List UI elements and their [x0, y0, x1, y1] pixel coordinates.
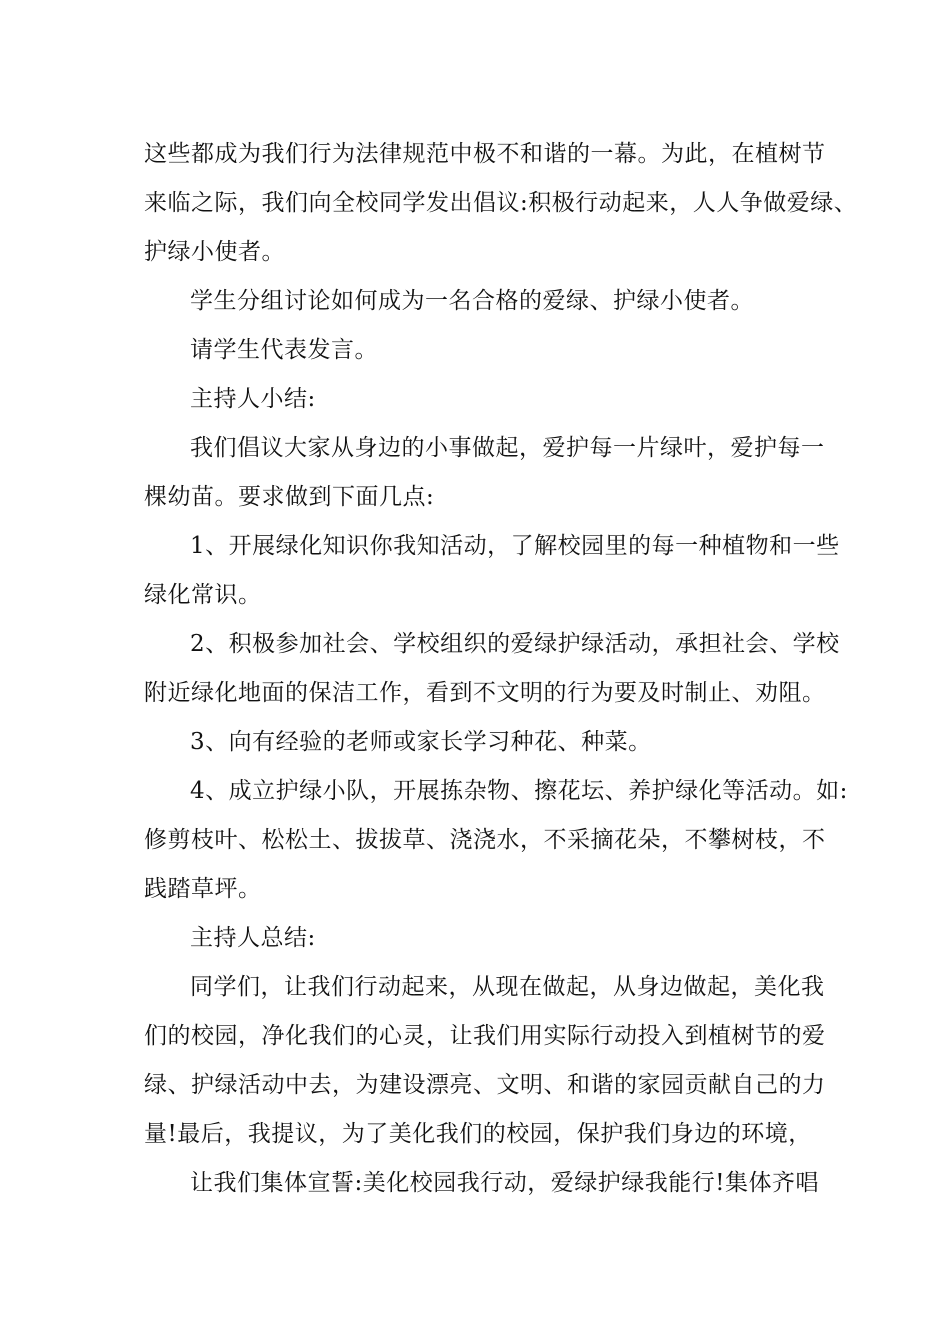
- text-line: 学生分组讨论如何成为一名合格的爱绿、护绿小使者。: [190, 288, 754, 314]
- list-item: 1、开展绿化知识你我知活动，了解校园里的每一种植物和一些: [190, 533, 840, 559]
- text-line: 我们倡议大家从身边的小事做起，爱护每一片绿叶，爱护每一: [190, 435, 825, 461]
- text-line: 修剪枝叶、松松土、拔拔草、浇浇水，不采摘花朵，不攀树枝，不: [144, 827, 826, 853]
- text-line: 棵幼苗。要求做到下面几点:: [144, 484, 435, 510]
- text-line: 这些都成为我们行为法律规范中极不和谐的一幕。为此，在植树节: [144, 141, 826, 167]
- section-heading: 主持人总结:: [190, 925, 316, 951]
- text-line: 绿化常识。: [144, 582, 262, 608]
- text-line: 绿、护绿活动中去，为建设漂亮、文明、和谐的家园贡献自己的力: [144, 1072, 826, 1098]
- text-line: 附近绿化地面的保洁工作，看到不文明的行为要及时制止、劝阻。: [144, 680, 826, 706]
- text-line: 让我们集体宣誓:美化校园我行动，爱绿护绿我能行!集体齐唱: [190, 1170, 819, 1196]
- text-line: 请学生代表发言。: [190, 337, 378, 363]
- section-heading: 主持人小结:: [190, 386, 316, 412]
- list-item: 3、向有经验的老师或家长学习种花、种菜。: [190, 729, 652, 755]
- list-item: 4、成立护绿小队，开展拣杂物、擦花坛、养护绿化等活动。如:: [190, 778, 848, 804]
- text-line: 护绿小使者。: [144, 239, 285, 265]
- text-line: 同学们，让我们行动起来，从现在做起，从身边做起，美化我: [190, 974, 825, 1000]
- text-line: 们的校园，净化我们的心灵，让我们用实际行动投入到植树节的爱: [144, 1023, 826, 1049]
- text-line: 量!最后，我提议，为了美化我们的校园，保护我们身边的环境，: [144, 1121, 812, 1147]
- text-line: 来临之际，我们向全校同学发出倡议:积极行动起来，人人争做爱绿、: [144, 190, 858, 216]
- text-line: 践踏草坪。: [144, 876, 262, 902]
- document-body: [144, 130, 858, 1208]
- list-item: 2、积极参加社会、学校组织的爱绿护绿活动，承担社会、学校: [190, 631, 840, 657]
